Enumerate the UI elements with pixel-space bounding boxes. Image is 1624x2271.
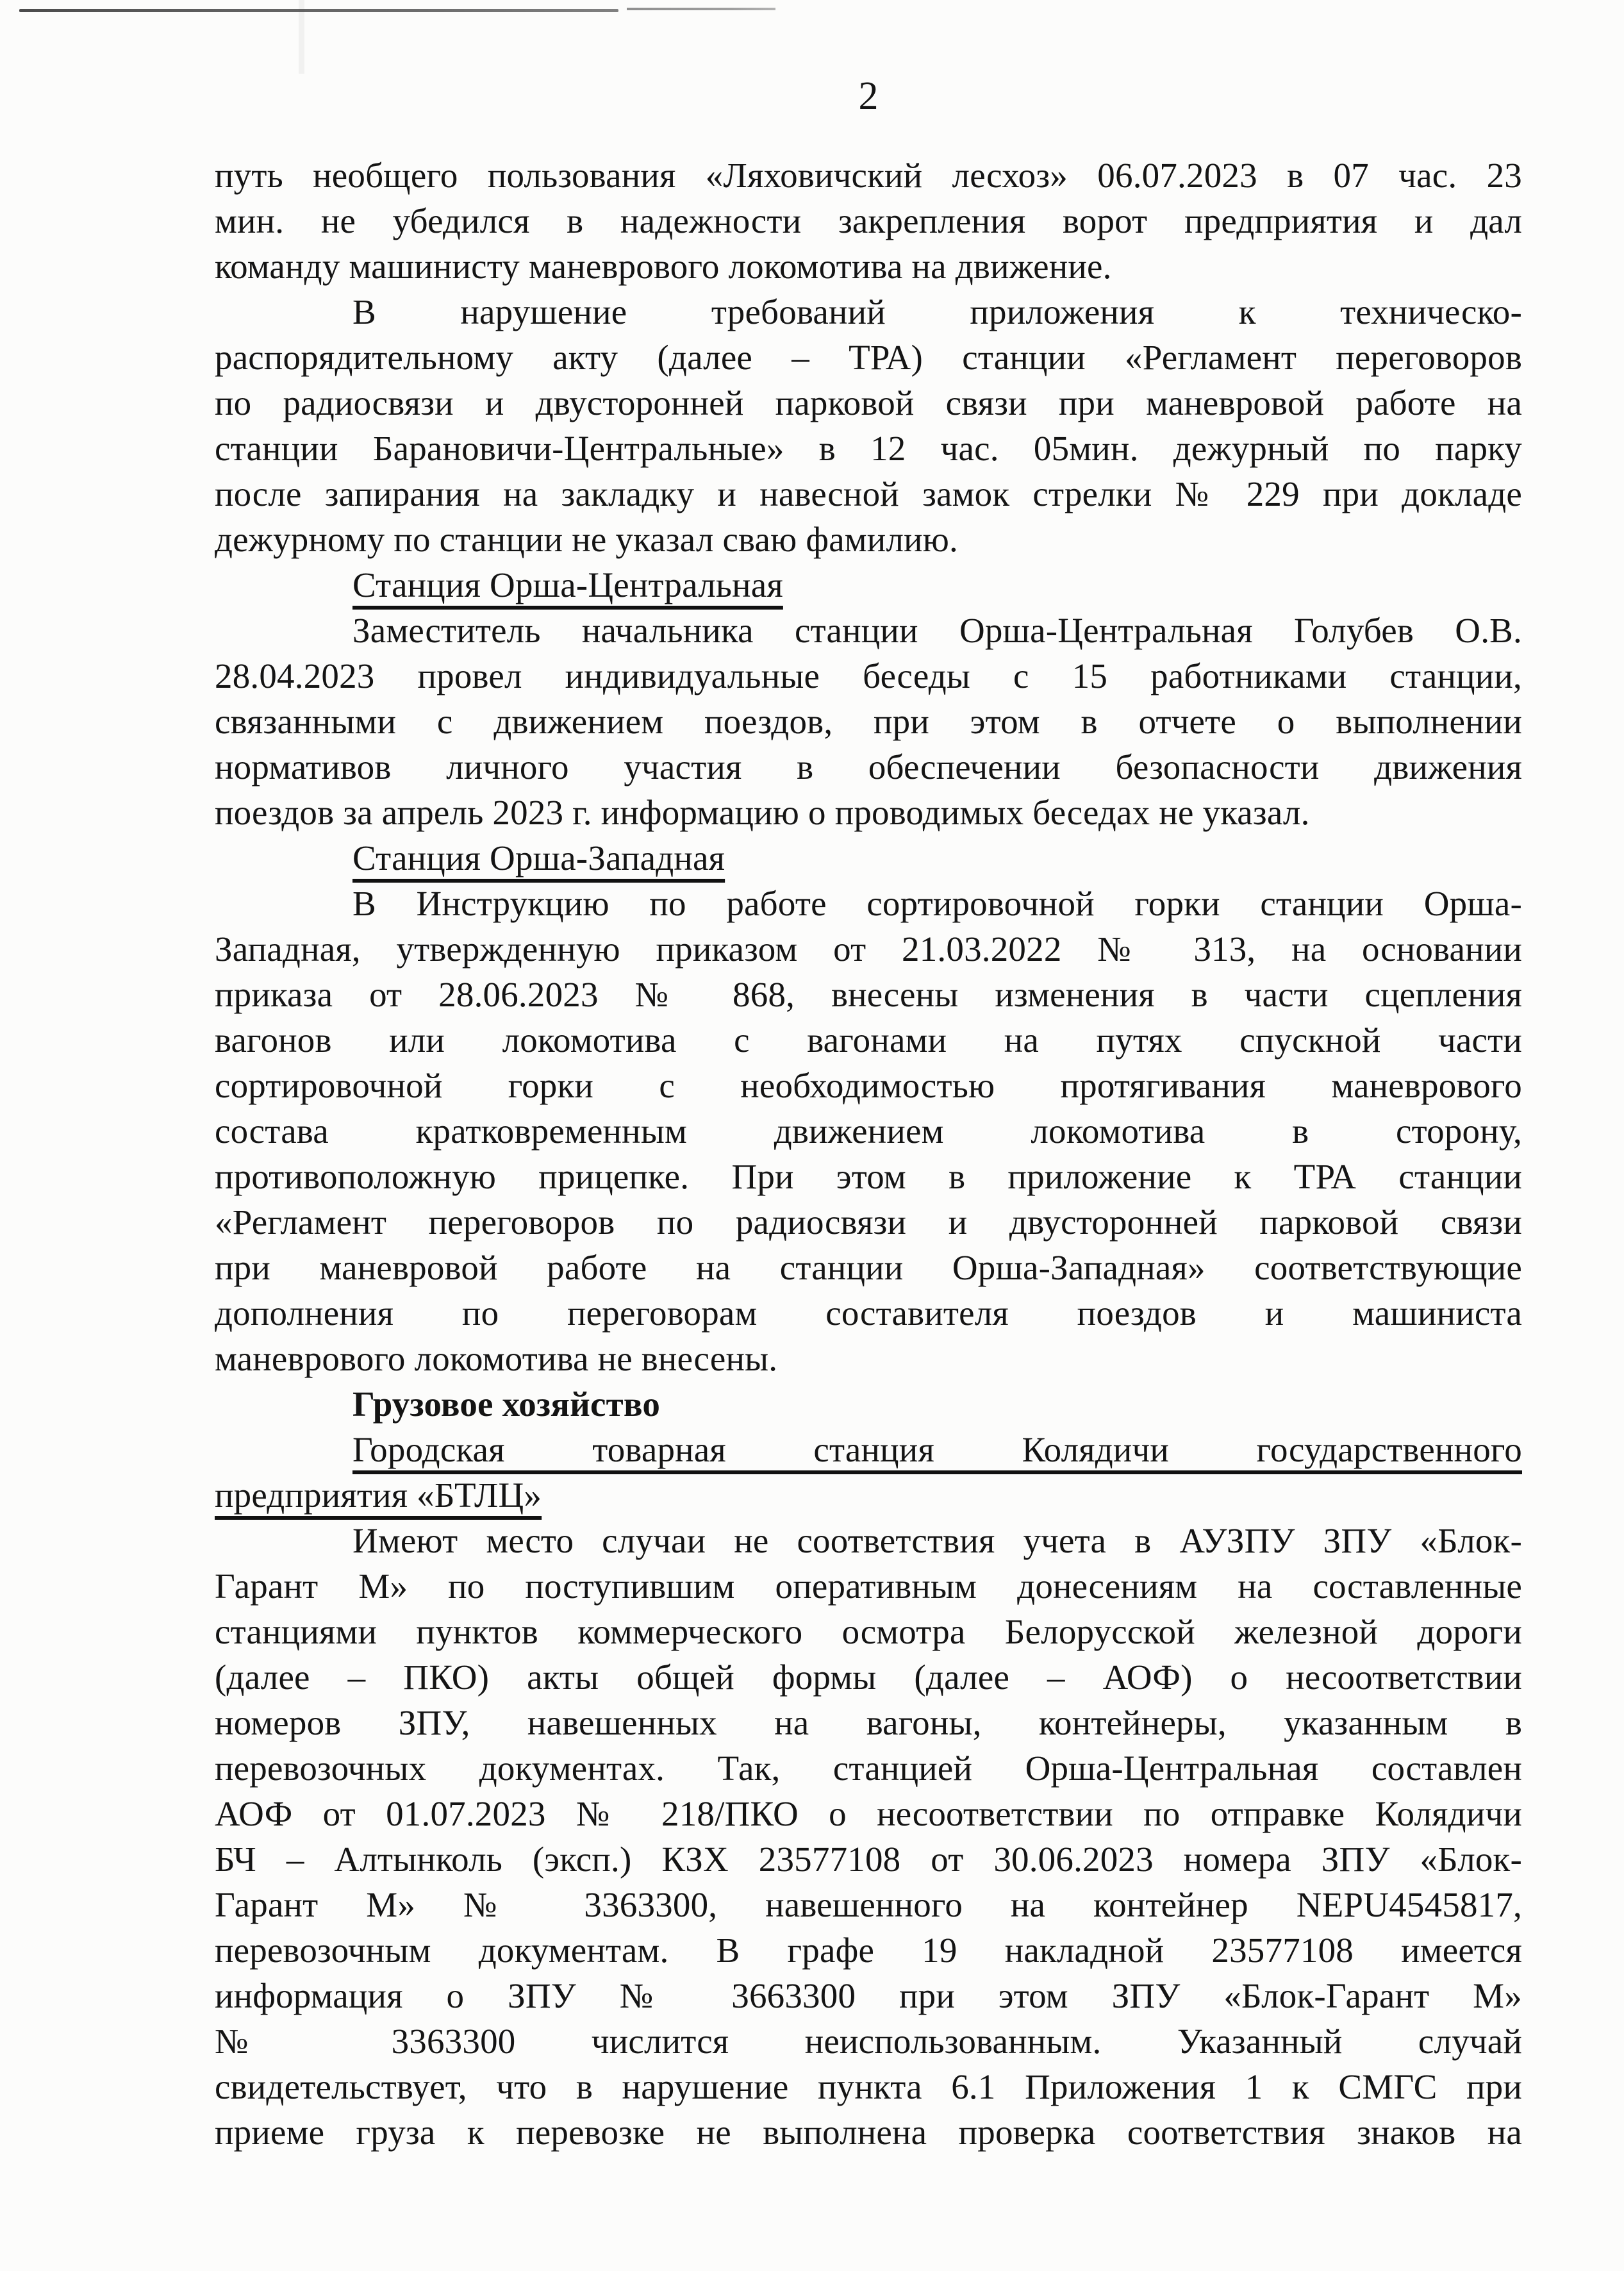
section-heading [215,1381,1522,1427]
section-heading [215,562,1522,608]
text-line: приказа от 28.06.2023 № 868, внесены изменения в части сцепления [215,975,1522,1014]
text-line: перевозочным документам. В графе 19 накладной 23577108 имеется [215,1931,1522,1970]
section-heading [215,835,1522,881]
text-line: после запирания на закладку и навесной замок стрелки № 229 при докладе [215,474,1522,513]
text-line: приеме груза к перевозке не выполнена проверка соответствия знаков на [215,2113,1522,2152]
paragraph [215,1518,1522,2155]
paragraph [215,881,1522,1381]
scan-artifact-line [627,8,775,10]
text-line: свидетельствует, что в нарушение пункта 6.1 Приложения 1 к СМГС при [215,2067,1522,2106]
text-line: путь необщего пользования «Ляховичский лесхоз» 06.07.2023 в 07 час. 23 [215,156,1522,195]
text-line: В нарушение требований приложения к техническо- [352,292,1522,331]
text-line: станциями пунктов коммерческого осмотра Белорусской железной дороги [215,1612,1522,1651]
scan-smudge [299,0,304,74]
text-line: номеров ЗПУ, навешенных на вагоны, контейнеры, указанным в [215,1703,1522,1742]
text-line: информация о ЗПУ № 3663300 при этом ЗПУ «Блок-Гарант М» [215,1976,1522,2015]
text-line: Западная, утвержденную приказом от 21.03.2022 № 313, на основании [215,929,1522,969]
text-line: Станция Орша-Западная [352,838,725,878]
text-line: Городская товарная станция Колядичи государственного [352,1430,1522,1469]
text-line: нормативов личного участия в обеспечении безопасности движения [215,747,1522,786]
text-line: предприятия «БТЛЦ» [215,1476,542,1515]
text-line: противоположную прицепке. При этом в приложение к ТРА станции [215,1157,1522,1196]
text-line: Гарант М» № 3363300, навешенного на контейнер NEPU4545817, [215,1885,1522,1924]
text-line: вагонов или локомотива с вагонами на путях спускной части [215,1020,1522,1060]
text-line: «Регламент переговоров по радиосвязи и двусторонней парковой связи [215,1202,1522,1242]
text-line: маневрового локомотива не внесены. [215,1339,778,1378]
text-line: Имеют место случаи не соответствия учета в АУЗПУ ЗПУ «Блок- [352,1521,1522,1560]
text-line: состава кратковременным движением локомотива в сторону, [215,1111,1522,1151]
scan-artifact-line [19,9,618,12]
text-line: команду машинисту маневрового локомотива на движение. [215,247,1112,286]
text-line: БЧ – Алтынколь (эксп.) КЗХ 23577108 от 30.06.2023 номера ЗПУ «Блок- [215,1840,1522,1879]
text-line: 28.04.2023 провел индивидуальные беседы с 15 работниками станции, [215,656,1522,695]
text-line: распорядительному акту (далее – ТРА) станции «Регламент переговоров [215,338,1522,377]
text-line: АОФ от 01.07.2023 № 218/ПКО о несоответствии по отправке Колядичи [215,1794,1522,1833]
text-line: В Инструкцию по работе сортировочной горки станции Орша- [352,884,1522,923]
paragraph [215,608,1522,835]
text-line: перевозочных документах. Так, станцией Орша-Центральная составлен [215,1749,1522,1788]
text-line: мин. не убедился в надежности закрепления ворот предприятия и дал [215,201,1522,240]
text-line: № 3363300 числится неиспользованным. Указанный случай [215,2022,1522,2061]
text-line: связанными с движением поездов, при этом в отчете о выполнении [215,702,1522,741]
text-line: Гарант М» по поступившим оперативным донесениям на составленные [215,1567,1522,1606]
text-line: Заместитель начальника станции Орша-Центральная Голубев О.В. [352,611,1522,650]
document-body [215,153,1522,2155]
paragraph [215,153,1522,289]
text-line: дополнения по переговорам составителя поездов и машиниста [215,1294,1522,1333]
text-line: дежурному по станции не указал сваю фамилию. [215,520,958,559]
text-line: по радиосвязи и двусторонней парковой связи при маневровой работе на [215,383,1522,422]
text-line: сортировочной горки с необходимостью протягивания маневрового [215,1066,1522,1105]
section-heading [215,1427,1522,1518]
text-line: Грузовое хозяйство [352,1385,661,1424]
text-line: поездов за апрель 2023 г. информацию о проводимых беседах не указал. [215,793,1310,832]
paragraph [215,289,1522,562]
text-line: (далее – ПКО) акты общей формы (далее – АОФ) о несоответствии [215,1658,1522,1697]
page-number: 2 [858,74,879,118]
text-line: станции Барановичи-Центральные» в 12 час. 05мин. дежурный по парку [215,429,1522,468]
text-line: при маневровой работе на станции Орша-Западная» соответствующие [215,1248,1522,1287]
text-line: Станция Орша-Центральная [352,565,783,604]
